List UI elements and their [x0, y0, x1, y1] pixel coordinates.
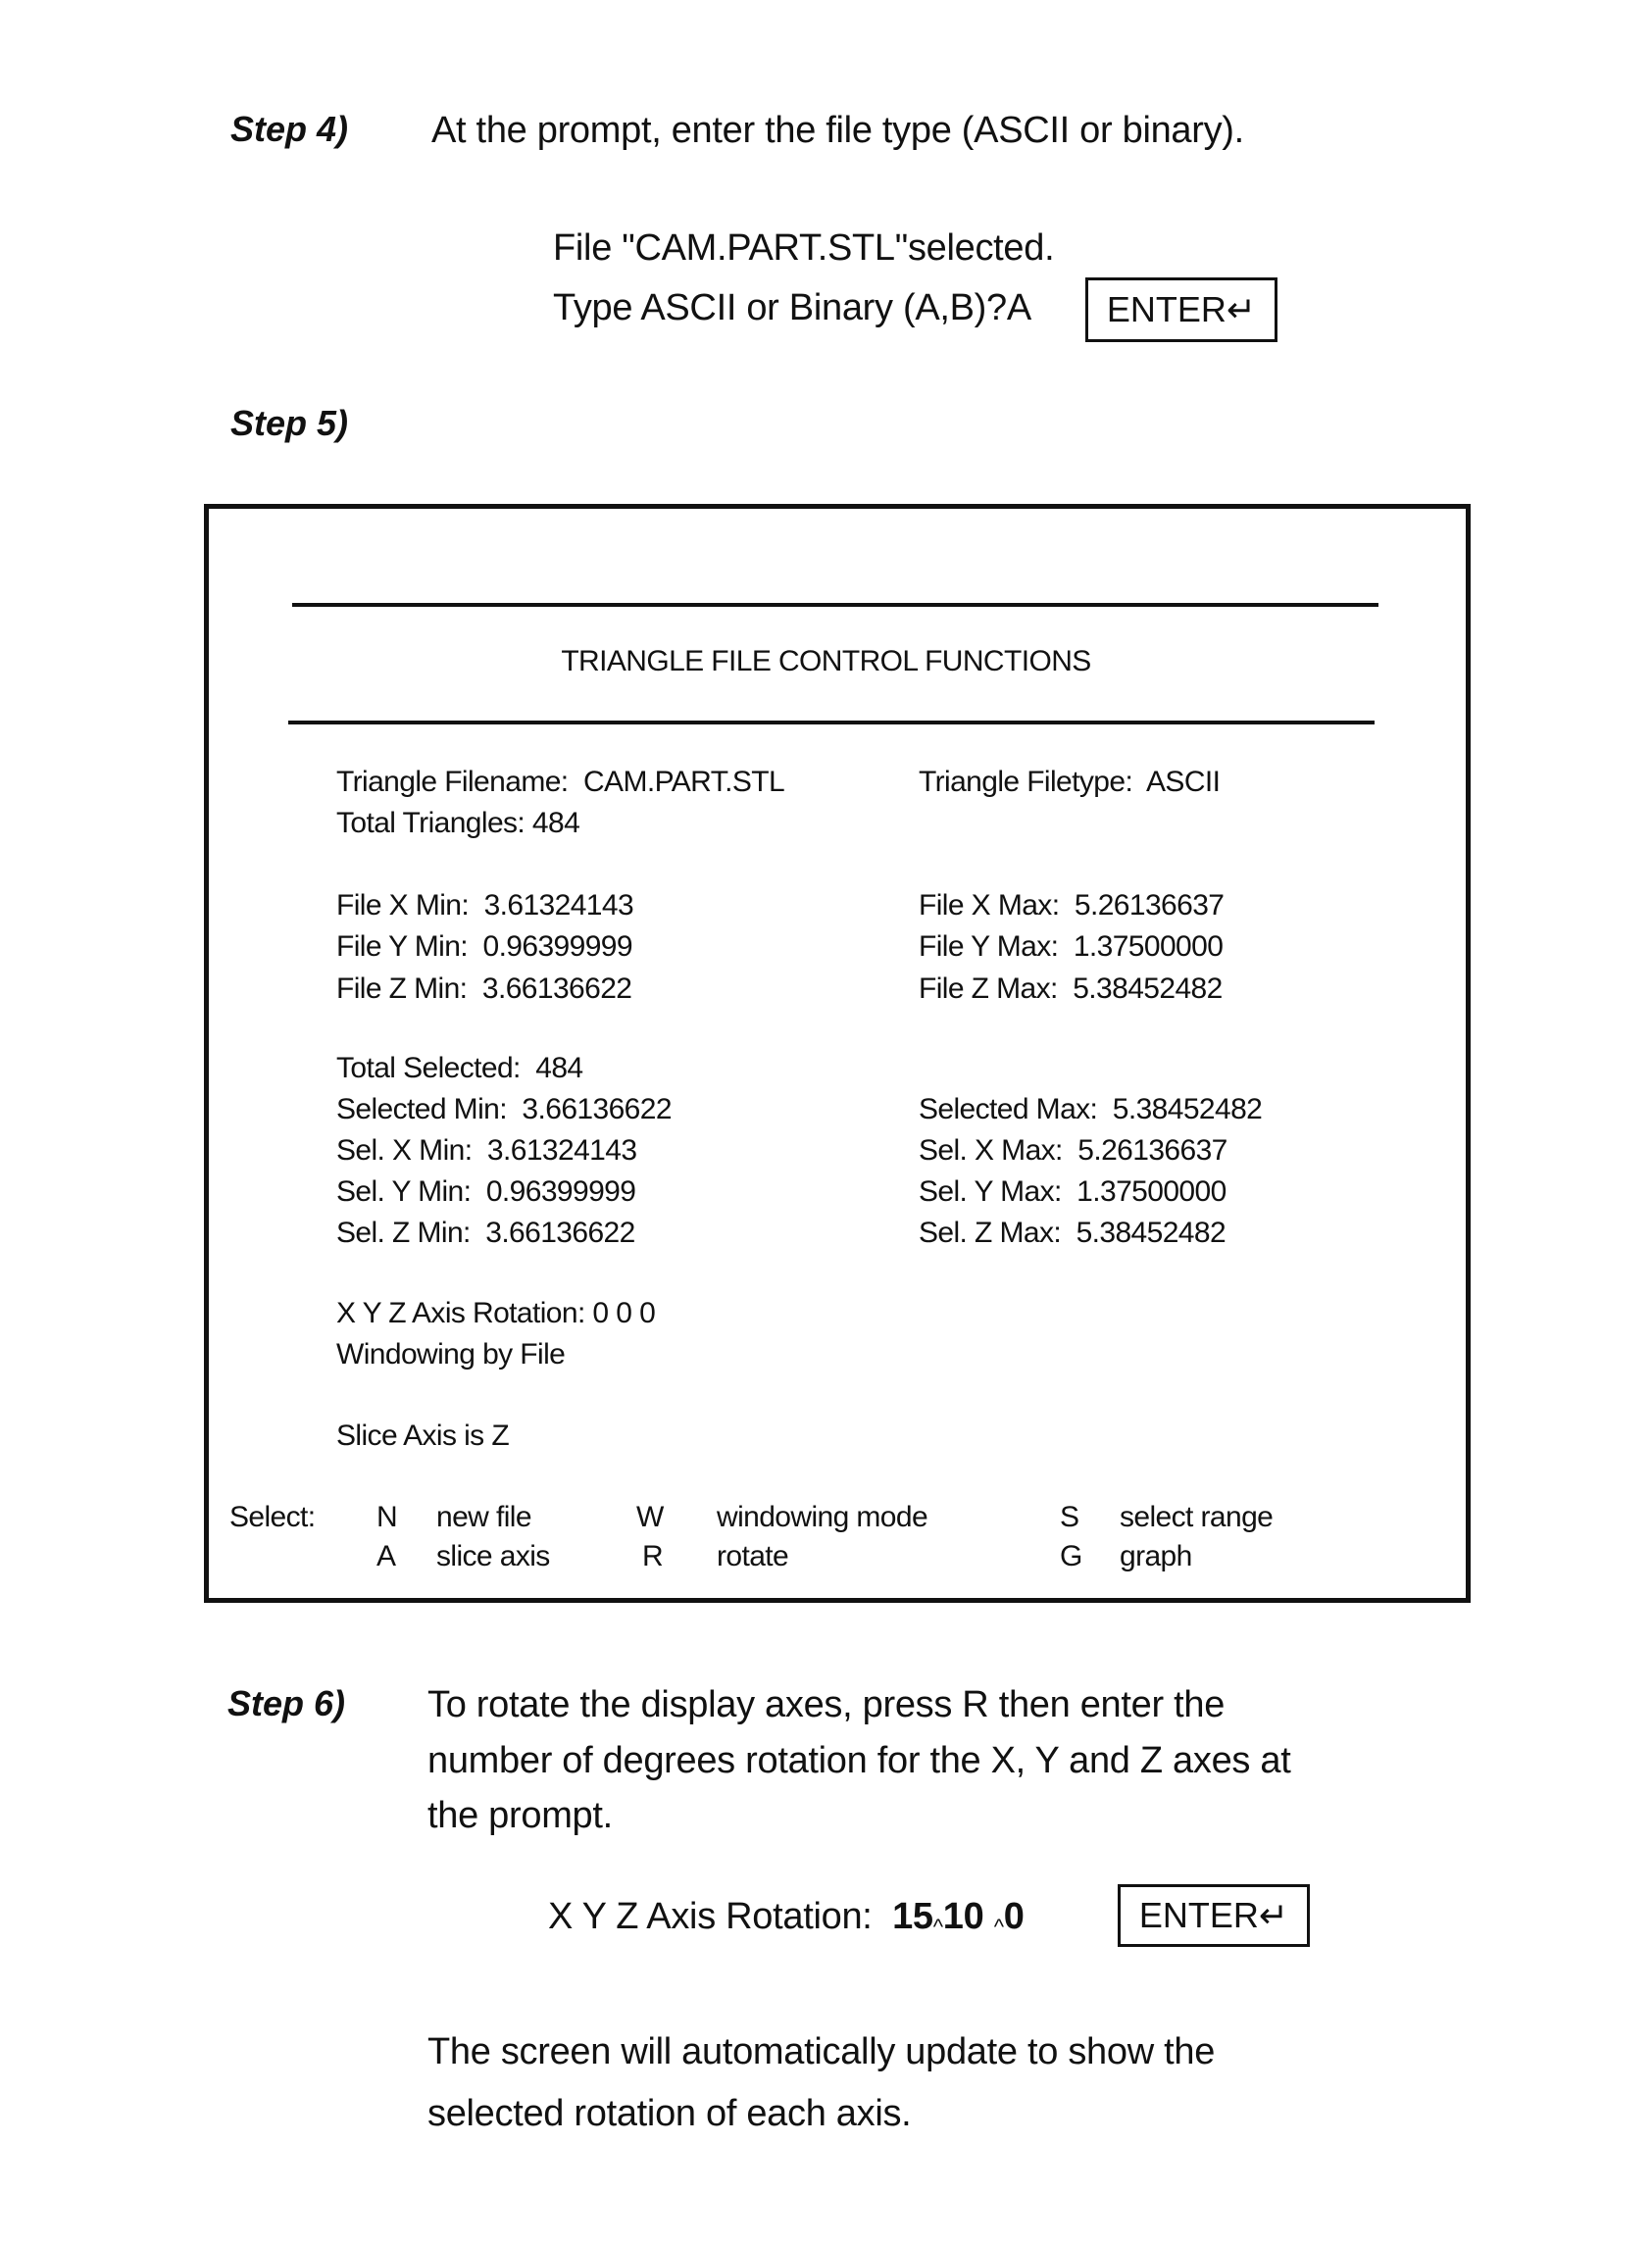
menu-graph[interactable]: graph: [1120, 1542, 1192, 1571]
sel-z-min: Sel. Z Min: 3.66136622: [336, 1219, 635, 1248]
rotation-prompt: X Y Z Axis Rotation:: [548, 1896, 892, 1937]
enter-key-label: ENTER: [1107, 292, 1226, 327]
select-label: Select:: [229, 1503, 316, 1532]
sel-y-min: Sel. Y Min: 0.96399999: [336, 1177, 635, 1207]
file-z-max: File Z Max: 5.38452482: [919, 974, 1223, 1004]
menu-new-file[interactable]: new file: [436, 1503, 531, 1532]
return-arrow-icon: ↵: [1226, 292, 1256, 327]
return-arrow-icon: ↵: [1259, 1898, 1288, 1933]
divider: [292, 603, 1378, 607]
sel-z-max: Sel. Z Max: 5.38452482: [919, 1219, 1226, 1248]
step-4-text: At the prompt, enter the file type (ASCII or binary).: [431, 112, 1244, 149]
sel-x-min: Sel. X Min: 3.61324143: [336, 1136, 636, 1166]
menu-slice-axis[interactable]: slice axis: [436, 1542, 550, 1571]
menu-rotate[interactable]: rotate: [717, 1542, 788, 1571]
footer-text-line: selected rotation of each axis.: [427, 2095, 911, 2132]
total-triangles: Total Triangles: 484: [336, 809, 579, 838]
step-6-text-line: To rotate the display axes, press R then enter the: [427, 1686, 1225, 1723]
rotation-x: 15: [892, 1896, 933, 1937]
file-x-min: File X Min: 3.61324143: [336, 891, 633, 921]
file-y-min: File Y Min: 0.96399999: [336, 932, 632, 962]
rotation-y: 10: [943, 1896, 984, 1937]
divider: [288, 721, 1375, 724]
sel-y-max: Sel. Y Max: 1.37500000: [919, 1177, 1226, 1207]
slice-axis: Slice Axis is Z: [336, 1421, 509, 1451]
menu-key-n[interactable]: N: [376, 1503, 397, 1532]
menu-key-a[interactable]: A: [376, 1542, 395, 1571]
triangle-filetype: Triangle Filetype: ASCII: [919, 768, 1220, 797]
file-x-max: File X Max: 5.26136637: [919, 891, 1224, 921]
enter-key: [1118, 1884, 1310, 1947]
footer-text-line: The screen will automatically update to show the: [427, 2033, 1215, 2070]
file-type-prompt: Type ASCII or Binary (A,B)?A: [553, 289, 1031, 326]
menu-key-w[interactable]: W: [636, 1503, 664, 1532]
space-symbol: ^: [933, 1915, 943, 1939]
menu-key-g[interactable]: G: [1060, 1542, 1082, 1571]
space-symbol: ^: [994, 1915, 1004, 1939]
file-y-max: File Y Max: 1.37500000: [919, 932, 1223, 962]
total-selected: Total Selected: 484: [336, 1054, 583, 1083]
menu-key-s[interactable]: S: [1060, 1503, 1078, 1532]
selected-max: Selected Max: 5.38452482: [919, 1095, 1262, 1124]
rotation-prompt-line: [548, 1898, 1025, 1938]
step-6-label: Step 6): [227, 1686, 345, 1721]
triangle-filename: Triangle Filename: CAM.PART.STL: [336, 768, 784, 797]
file-z-min: File Z Min: 3.66136622: [336, 974, 631, 1004]
file-selected-line: File "CAM.PART.STL"selected.: [553, 229, 1054, 267]
screen-title: TRIANGLE FILE CONTROL FUNCTIONS: [0, 647, 1652, 676]
step-6-text-line: the prompt.: [427, 1797, 613, 1834]
enter-key-label: ENTER: [1139, 1898, 1259, 1933]
axis-rotation: X Y Z Axis Rotation: 0 0 0: [336, 1299, 655, 1328]
menu-select-range[interactable]: select range: [1120, 1503, 1273, 1532]
windowing-mode: Windowing by File: [336, 1340, 565, 1370]
step-4-label: Step 4): [230, 112, 348, 147]
step-5-label: Step 5): [230, 406, 348, 441]
rotation-z: 0: [1004, 1896, 1025, 1937]
menu-key-r[interactable]: R: [642, 1542, 663, 1571]
menu-windowing-mode[interactable]: windowing mode: [717, 1503, 927, 1532]
enter-key: [1085, 277, 1277, 342]
sel-x-max: Sel. X Max: 5.26136637: [919, 1136, 1227, 1166]
step-6-text-line: number of degrees rotation for the X, Y and Z axes at: [427, 1742, 1290, 1779]
selected-min: Selected Min: 3.66136622: [336, 1095, 672, 1124]
